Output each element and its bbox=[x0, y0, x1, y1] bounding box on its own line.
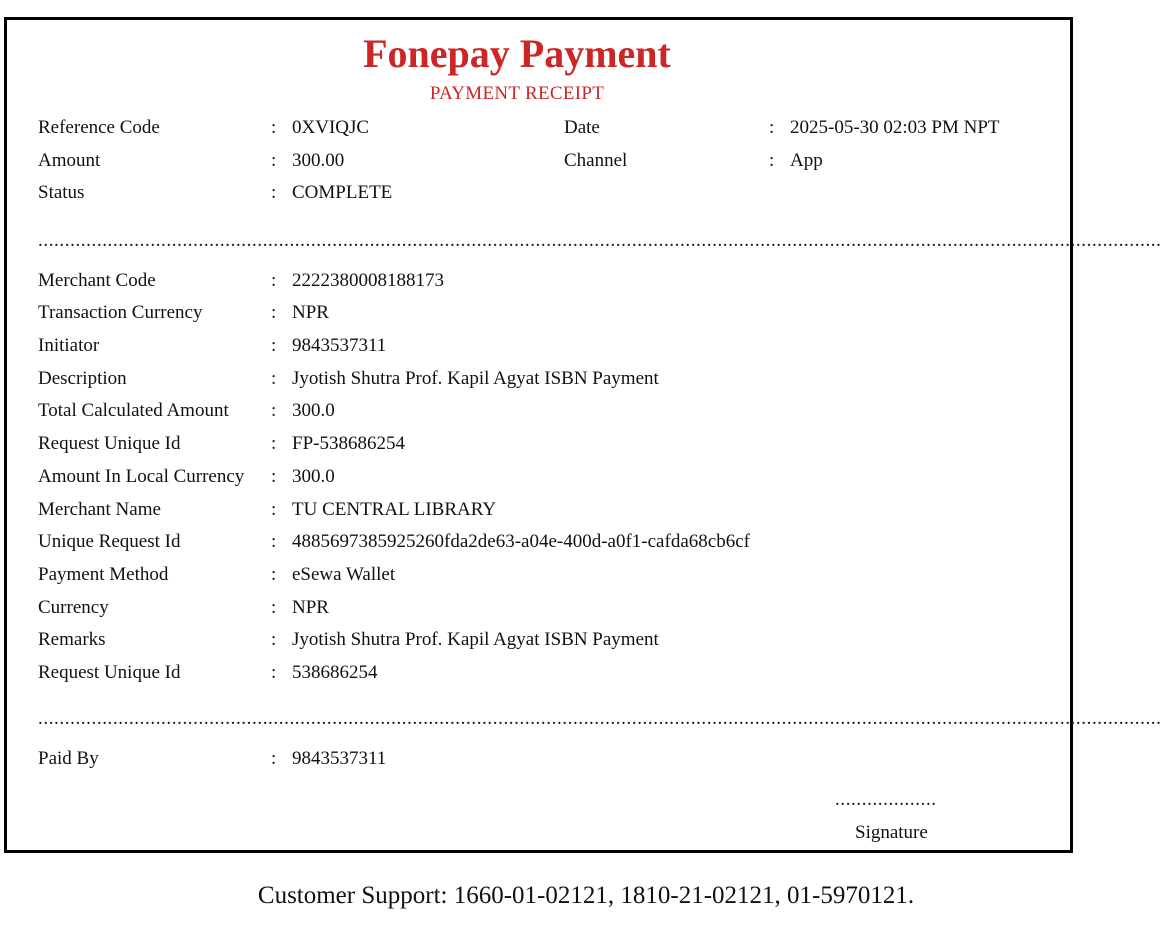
field-separator: : bbox=[271, 117, 277, 138]
field-merchant-code bbox=[7, 269, 1067, 293]
field-label: Merchant Name bbox=[38, 499, 161, 520]
field-value: 9843537311 bbox=[292, 748, 387, 769]
receipt-title: Fonepay Payment bbox=[363, 31, 671, 76]
field-label: Currency bbox=[38, 597, 109, 618]
field-separator: : bbox=[271, 564, 277, 585]
field-separator: : bbox=[271, 302, 277, 323]
field-unique-request-id bbox=[7, 530, 1067, 554]
field-separator: : bbox=[271, 662, 277, 683]
field-label: Amount In Local Currency bbox=[38, 466, 245, 487]
field-separator: : bbox=[271, 499, 277, 520]
signature-line: ................... bbox=[835, 789, 937, 810]
field-label: Request Unique Id bbox=[38, 662, 181, 683]
field-separator: : bbox=[271, 531, 277, 552]
field-merchant-name bbox=[7, 498, 1067, 522]
field-value: NPR bbox=[292, 302, 329, 323]
field-value: eSewa Wallet bbox=[292, 564, 396, 585]
field-separator: : bbox=[271, 629, 277, 650]
field-value: NPR bbox=[292, 597, 329, 618]
field-label: Total Calculated Amount bbox=[38, 400, 229, 421]
field-label: Date bbox=[564, 117, 600, 138]
field-value: 300.0 bbox=[292, 400, 335, 421]
field-label: Request Unique Id bbox=[38, 433, 181, 454]
field-description bbox=[7, 367, 1067, 391]
field-request-unique-id bbox=[7, 432, 1067, 456]
field-value: 4885697385925260fda2de63-a04e-400d-a0f1-cafda68cb6cf bbox=[292, 531, 750, 552]
field-label: Remarks bbox=[38, 629, 106, 650]
field-channel bbox=[7, 149, 1067, 173]
field-separator: : bbox=[271, 335, 277, 356]
customer-support-text: Customer Support: 1660-01-02121, 1810-21-02121, 01-5970121. bbox=[257, 882, 915, 909]
field-separator: : bbox=[271, 182, 277, 203]
field-value: 9843537311 bbox=[292, 335, 387, 356]
dotted-divider: .................................................................................................................................................................................................................. bbox=[38, 708, 1162, 729]
field-label: Paid By bbox=[38, 748, 99, 769]
field-currency bbox=[7, 596, 1067, 620]
field-value: 300.0 bbox=[292, 466, 335, 487]
field-value: FP-538686254 bbox=[292, 433, 405, 454]
field-separator: : bbox=[271, 400, 277, 421]
field-value: 0XVIQJC bbox=[292, 117, 370, 138]
field-amount-in-local-currency bbox=[7, 465, 1067, 489]
field-separator: : bbox=[271, 597, 277, 618]
field-value: 2025-05-30 02:03 PM NPT bbox=[790, 117, 1000, 138]
receipt-subtitle: PAYMENT RECEIPT bbox=[429, 83, 605, 104]
field-initiator bbox=[7, 334, 1067, 358]
field-label: Channel bbox=[564, 150, 628, 171]
field-status bbox=[7, 181, 1067, 205]
field-separator: : bbox=[271, 748, 277, 769]
field-value: 2222380008188173 bbox=[292, 270, 444, 291]
field-value: 538686254 bbox=[292, 662, 378, 683]
field-label: Amount bbox=[38, 150, 101, 171]
field-label: Description bbox=[38, 368, 127, 389]
field-value: 300.00 bbox=[292, 150, 345, 171]
field-separator: : bbox=[769, 117, 775, 138]
payment-receipt bbox=[4, 17, 1162, 853]
field-remarks bbox=[7, 628, 1067, 652]
field-value: COMPLETE bbox=[292, 182, 393, 203]
dotted-divider: .................................................................................................................................................................................................................. bbox=[38, 230, 1162, 251]
field-separator: : bbox=[271, 150, 277, 171]
field-payment-method bbox=[7, 563, 1067, 587]
field-transaction-currency bbox=[7, 301, 1067, 325]
field-label: Payment Method bbox=[38, 564, 169, 585]
field-date bbox=[7, 116, 1067, 140]
field-request-unique-id-2 bbox=[7, 661, 1067, 685]
field-separator: : bbox=[271, 466, 277, 487]
field-separator: : bbox=[271, 368, 277, 389]
field-label: Transaction Currency bbox=[38, 302, 203, 323]
field-paid-by bbox=[7, 747, 1067, 771]
field-label: Status bbox=[38, 182, 85, 203]
field-label: Initiator bbox=[38, 335, 100, 356]
field-separator: : bbox=[769, 150, 775, 171]
field-separator: : bbox=[271, 433, 277, 454]
field-value: Jyotish Shutra Prof. Kapil Agyat ISBN Payment bbox=[292, 629, 659, 650]
field-label: Unique Request Id bbox=[38, 531, 181, 552]
field-label: Reference Code bbox=[38, 117, 160, 138]
field-separator: : bbox=[271, 270, 277, 291]
field-value: TU CENTRAL LIBRARY bbox=[292, 499, 497, 520]
field-value: Jyotish Shutra Prof. Kapil Agyat ISBN Payment bbox=[292, 368, 659, 389]
field-label: Merchant Code bbox=[38, 270, 156, 291]
field-value: App bbox=[790, 150, 823, 171]
field-total-calculated-amount bbox=[7, 399, 1067, 423]
signature-label: Signature bbox=[855, 822, 928, 843]
